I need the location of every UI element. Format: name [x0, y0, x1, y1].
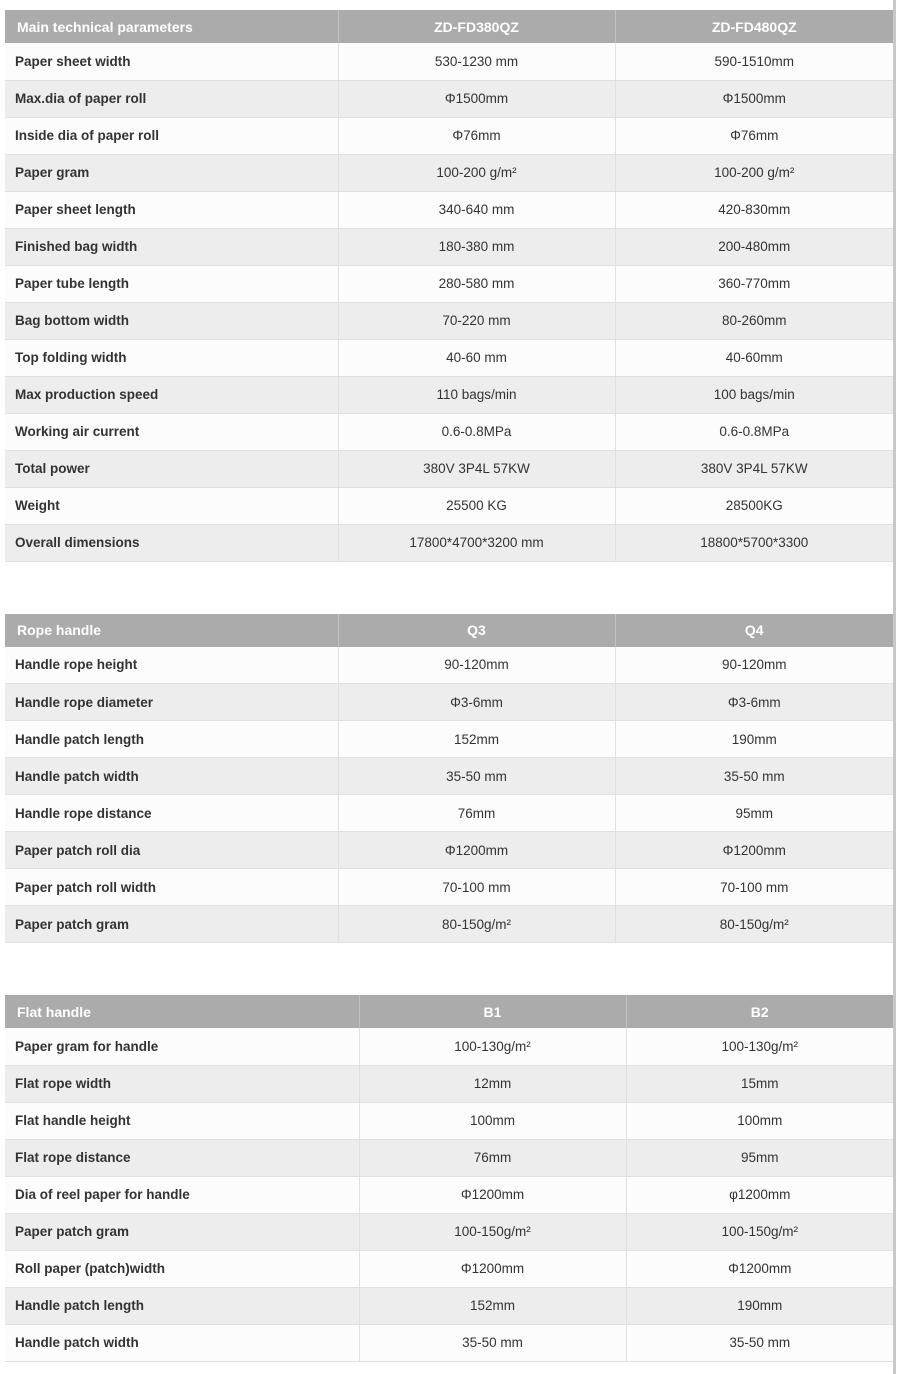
row-label: Handle patch length: [5, 721, 338, 758]
row-label: Working air current: [5, 413, 338, 450]
row-label: Flat handle height: [5, 1102, 359, 1139]
table-row: [5, 413, 893, 450]
table-row: [5, 524, 893, 561]
row-value: 100-130g/m²: [359, 1028, 626, 1065]
row-value: 530-1230 mm: [338, 43, 615, 80]
row-value: 70-100 mm: [615, 869, 893, 906]
row-label: Paper patch roll width: [5, 869, 338, 906]
table-row: [5, 265, 893, 302]
table-row: [5, 302, 893, 339]
row-label: Total power: [5, 450, 338, 487]
table-row: [5, 339, 893, 376]
table-row: [5, 721, 893, 758]
table-row: [5, 906, 893, 943]
row-value: 340-640 mm: [338, 191, 615, 228]
row-label: Paper sheet length: [5, 191, 338, 228]
row-value: 80-150g/m²: [338, 906, 615, 943]
table-row: [5, 487, 893, 524]
row-value: 360-770mm: [615, 265, 893, 302]
row-value: 76mm: [338, 795, 615, 832]
row-value: 35-50 mm: [615, 758, 893, 795]
row-value: 100-150g/m²: [626, 1213, 893, 1250]
row-label: Handle patch width: [5, 1324, 359, 1361]
row-value: 95mm: [615, 795, 893, 832]
table-row: [5, 1176, 893, 1213]
row-label: Inside dia of paper roll: [5, 117, 338, 154]
row-value: 190mm: [615, 721, 893, 758]
row-value: Φ76mm: [338, 117, 615, 154]
row-value: 280-580 mm: [338, 265, 615, 302]
row-label: Weight: [5, 487, 338, 524]
row-label: Max production speed: [5, 376, 338, 413]
table-row: [5, 684, 893, 721]
table-row: [5, 117, 893, 154]
table-row: [5, 80, 893, 117]
row-value: φ1200mm: [626, 1176, 893, 1213]
row-value: Φ76mm: [615, 117, 893, 154]
row-label: Bag bottom width: [5, 302, 338, 339]
row-label: Max.dia of paper roll: [5, 80, 338, 117]
row-value: 110 bags/min: [338, 376, 615, 413]
row-label: Paper gram: [5, 154, 338, 191]
row-value: 152mm: [338, 721, 615, 758]
row-value: 380V 3P4L 57KW: [338, 450, 615, 487]
row-label: Paper patch roll dia: [5, 832, 338, 869]
row-value: 100mm: [626, 1102, 893, 1139]
row-value: 25500 KG: [338, 487, 615, 524]
row-value: Φ3-6mm: [338, 684, 615, 721]
column-header: Q4: [615, 614, 893, 647]
row-value: 40-60mm: [615, 339, 893, 376]
row-value: 70-220 mm: [338, 302, 615, 339]
table-row: [5, 1287, 893, 1324]
row-value: Φ1200mm: [359, 1176, 626, 1213]
row-value: 80-150g/m²: [615, 906, 893, 943]
table-row: [5, 376, 893, 413]
row-label: Flat rope distance: [5, 1139, 359, 1176]
row-label: Paper patch gram: [5, 1213, 359, 1250]
row-value: 0.6-0.8MPa: [615, 413, 893, 450]
table-title: Flat handle: [5, 995, 359, 1028]
row-value: 28500KG: [615, 487, 893, 524]
table-row: [5, 758, 893, 795]
row-label: Handle patch width: [5, 758, 338, 795]
table-header-row: [5, 10, 893, 43]
row-value: 180-380 mm: [338, 228, 615, 265]
row-value: 17800*4700*3200 mm: [338, 524, 615, 561]
row-label: Paper sheet width: [5, 43, 338, 80]
row-value: 100-200 g/m²: [338, 154, 615, 191]
rope-handle-table: [5, 614, 893, 944]
row-value: 100mm: [359, 1102, 626, 1139]
row-label: Handle rope distance: [5, 795, 338, 832]
row-value: 70-100 mm: [338, 869, 615, 906]
row-label: Paper gram for handle: [5, 1028, 359, 1065]
row-value: 100-130g/m²: [626, 1028, 893, 1065]
right-edge-line: [893, 0, 896, 1374]
row-label: Handle rope height: [5, 647, 338, 684]
row-value: 590-1510mm: [615, 43, 893, 80]
row-value: 100-150g/m²: [359, 1213, 626, 1250]
flat-handle-table: [5, 995, 893, 1362]
column-header: ZD-FD480QZ: [615, 10, 893, 43]
row-label: Dia of reel paper for handle: [5, 1176, 359, 1213]
column-header: B2: [626, 995, 893, 1028]
row-value: 35-50 mm: [338, 758, 615, 795]
row-value: 18800*5700*3300: [615, 524, 893, 561]
row-value: 90-120mm: [615, 647, 893, 684]
row-value: 100-200 g/m²: [615, 154, 893, 191]
row-value: Φ1200mm: [359, 1250, 626, 1287]
row-value: Φ1200mm: [626, 1250, 893, 1287]
row-label: Finished bag width: [5, 228, 338, 265]
row-value: 80-260mm: [615, 302, 893, 339]
row-label: Paper tube length: [5, 265, 338, 302]
table-row: [5, 1324, 893, 1361]
table-row: [5, 647, 893, 684]
row-label: Roll paper (patch)width: [5, 1250, 359, 1287]
table-row: [5, 832, 893, 869]
column-header: ZD-FD380QZ: [338, 10, 615, 43]
row-value: 35-50 mm: [359, 1324, 626, 1361]
row-value: 40-60 mm: [338, 339, 615, 376]
row-value: Φ1200mm: [338, 832, 615, 869]
table-row: [5, 795, 893, 832]
row-value: 12mm: [359, 1065, 626, 1102]
row-value: 152mm: [359, 1287, 626, 1324]
row-label: Paper patch gram: [5, 906, 338, 943]
table-row: [5, 1028, 893, 1065]
column-header: Q3: [338, 614, 615, 647]
row-value: Φ1500mm: [338, 80, 615, 117]
row-value: Φ1500mm: [615, 80, 893, 117]
row-label: Handle patch length: [5, 1287, 359, 1324]
row-value: 200-480mm: [615, 228, 893, 265]
row-value: 190mm: [626, 1287, 893, 1324]
row-label: Overall dimensions: [5, 524, 338, 561]
row-label: Top folding width: [5, 339, 338, 376]
row-label: Flat rope width: [5, 1065, 359, 1102]
table-row: [5, 154, 893, 191]
table-row: [5, 1250, 893, 1287]
table-row: [5, 1102, 893, 1139]
row-value: 76mm: [359, 1139, 626, 1176]
table-row: [5, 43, 893, 80]
column-header: B1: [359, 995, 626, 1028]
row-value: Φ1200mm: [615, 832, 893, 869]
table-row: [5, 1139, 893, 1176]
row-value: 0.6-0.8MPa: [338, 413, 615, 450]
row-label: Handle rope diameter: [5, 684, 338, 721]
row-value: 90-120mm: [338, 647, 615, 684]
table-row: [5, 1213, 893, 1250]
table-row: [5, 1065, 893, 1102]
row-value: 100 bags/min: [615, 376, 893, 413]
table-row: [5, 869, 893, 906]
row-value: 420-830mm: [615, 191, 893, 228]
row-value: 95mm: [626, 1139, 893, 1176]
table-row: [5, 228, 893, 265]
row-value: 380V 3P4L 57KW: [615, 450, 893, 487]
table-header-row: [5, 614, 893, 647]
row-value: 35-50 mm: [626, 1324, 893, 1361]
table-title: Rope handle: [5, 614, 338, 647]
table-row: [5, 191, 893, 228]
row-value: Φ3-6mm: [615, 684, 893, 721]
table-row: [5, 450, 893, 487]
table-header-row: [5, 995, 893, 1028]
main-technical-parameters-table: [5, 10, 893, 562]
table-title: Main technical parameters: [5, 10, 338, 43]
row-value: 15mm: [626, 1065, 893, 1102]
